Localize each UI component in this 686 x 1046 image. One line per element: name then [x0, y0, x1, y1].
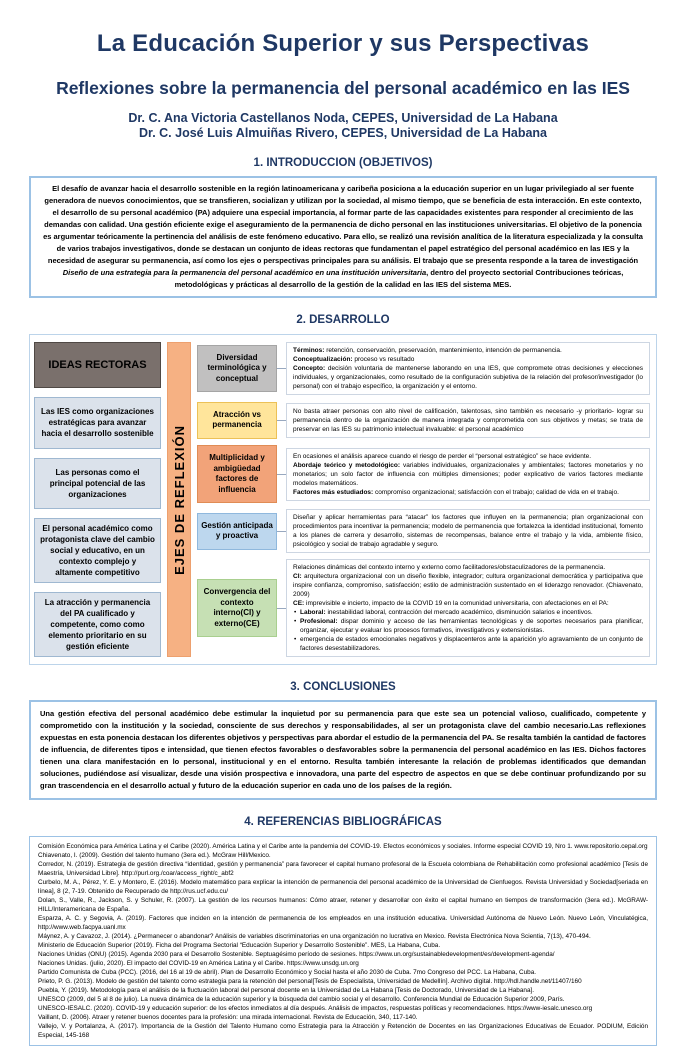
reference-item: UNESCO-IESALC. (2020). COVID-19 y educación superior: de los efectos inmediatos al día después. Análisis de impactos, respuestas políticas y recomendaciones. https://www-iesalc.unesco.org [38, 1005, 593, 1012]
reference-item: Partido Comunista de Cuba (PCC). (2016, del 16 al 19 de abril). Plan de Desarrollo Económico y Social hasta el año 2030 de Cuba. 7mo Congreso del PCC. La Habana, Cuba. [38, 969, 537, 976]
reflection-rows [197, 342, 650, 657]
idea-item: Las personas como el principal potencial de las organizaciones [34, 458, 161, 510]
references-box [29, 836, 657, 1046]
reference-item: Ministerio de Educación Superior (2019). Ficha del Programa Sectorial “Educación Superior y Desarrollo Sostenible”. MES, La Habana, Cuba. [38, 942, 441, 949]
topic-box-atraccion: Atracción vs permanencia [197, 402, 277, 439]
desarrollo-diagram [29, 334, 657, 665]
reference-item: Curbelo, M. A., Pérez, Y. E. y Montero, E. (2016). Modelo matemático para explicar la intención de permanencia del personal académico de la Universidad de Cienfuegos. Revista Universidad y Sociedad[seriada en línea], 8 (2, 7-19. Obtenido de Recuperado de http://rus.ucf.edu.cu/ [38, 879, 648, 895]
reference-item: Vallejo, V. y Portalanza, A. (2017). Importancia de la Gestión del Talento Humano como Estrategia para la Atracción y Retención de Docentes en las Organizaciones Educativas de Ecuador. PODIUM, Edición Especial, 145-168 [38, 1023, 648, 1039]
topic-box-convergencia: Convergencia del contexto interno(CI) y externo(CE) [197, 579, 277, 637]
reference-item: Prieto, P. G. (2013). Modelo de gestión del talento como estrategia para la retención del personal[Tesis de Especialista, Universidad de Medellín]. Archivo digital. http://hdl.handle.net/11407/160 [38, 978, 582, 985]
reference-item: Vaillant, D. (2006). Atraer y retener buenos docentes para la profesión: una mirada internacional. Revista de Educación, 340, 117-140. [38, 1014, 418, 1021]
topic-description: Relaciones dinámicas del contexto interno y externo como facilitadores/obstaculizadores de la permanencia. CI: arquitectura organizacional con un diseño flexible, integrador; cultura organizacional democrática y participativa que inspire confianza, compromiso, satisfacción; estilo de administración sustentado en el liderazgo renovador. (Chiavenato, 2009) CE: imprevisible e incierto, impacto de la COVID 19 en la comunidad universitaria, con afectaciones en el PA: • Laboral: inestabilidad laboral, contracción del mercado académico, disminución salarios e incentivos. • Profesional: dispar dominio y acceso de las herramientas tecnológicas y de soportes necesarios para planificar, organizar, ejecutar y evaluar los procesos formativos, investigativos y extensionistas. • emergencia de estados emocionales negativos y displacenteros ante la aparición y/o agravamiento de un conjunto de factores desestabilizadores. [286, 559, 650, 657]
ideas-rectoras-column [34, 342, 161, 657]
reflection-row-terminologia [197, 342, 650, 395]
connector-line [277, 420, 286, 421]
section-heading-referencias: 4. REFERENCIAS BIBLIOGRÁFICAS [244, 816, 442, 828]
authors-block [29, 111, 657, 141]
reference-item: Corredor, N. (2019). Estrategia de gestión directiva “identidad, gestión y permanencia” para favorecer el capital humano profesoral de la Escuela colombiana de Rehabilitación como profesional académico [Tesis de Maestría, Universidad Libre]. http://purl.org./coar/access_right/c_abf2 [38, 861, 648, 877]
reference-item: Esparza, A. C. y Segovia, A. (2019). Factores que inciden en la intención de permanencia de los empleados en una institución educativa. Universidad Autónoma de Nuevo León. Nuevo León, Vinculatégica, http://www.web.facpya.uanl.mx [38, 915, 648, 931]
intro-text-box [29, 176, 657, 298]
topic-box-multiplicidad: Multiplicidad y ambigüedad factores de influencia [197, 445, 277, 503]
reference-item: Naciones Unidas. (julio, 2020). El impacto del COVID-19 en América Latina y el Caribe. https://www.unsdg.un.org [38, 960, 359, 967]
topic-description: En ocasiones el análisis aparece cuando el riesgo de perder el “personal estratégico” se hace evidente. Abordaje teórico y metodológico: variables individuales, organizacionales y ambientales; factores monetarios y no monetarios; un solo factor de influencia con múltiples dimensiones; poder explicativo de varios factores mediante modelos matemáticos. Factores más estudiados: compromiso organizacional; satisfacción con el trabajo; calidad de vida en el trabajo. [286, 448, 650, 501]
intro-text-italic: Diseño de una estrategia para la permanencia del personal académico en una institución universitaria [62, 268, 427, 277]
reference-item: UNESCO (2009, del 5 al 8 de julio). La nueva dinámica de la educación superior y la búsqueda del cambio social y el desarrollo. Conferencia Mundial de Educación Superior 2009, París. [38, 996, 565, 1003]
section-heading-desarrollo: 2. DESARROLLO [296, 314, 390, 326]
reflection-row-factores [197, 445, 650, 503]
reference-item: Comisión Económica para América Latina y el Caribe (2020). América Latina y el Caribe ante la pandemia del COVID-19. Efectos económicos y sociales. Informe especial COVID 19, Nro 1. www.repositorio.cepal.org [38, 843, 648, 850]
reflection-row-gestion [197, 509, 650, 553]
ideas-rectoras-header: IDEAS RECTORAS [34, 342, 161, 388]
reference-item: Chiavenato, I. (2009). Gestión del talento humano (3era ed.). McGraw Hill/Mexico. [38, 852, 271, 859]
topic-description: Términos: retención, conservación, preservación, mantenimiento, intención de permanencia. Conceptualización: proceso vs resultado Concepto: decisión voluntaria de mantenerse laborando en una IES, que compromete otras decisiones y elecciones individuales, y organizacionales, como resultado de la configuración subjetiva de la relación del profesor/investigador (lo personal) con el trabajo específico, la organización y el entorno. [286, 342, 650, 395]
conclusiones-text-box: Una gestión efectiva del personal académico debe estimular la inquietud por su permanencia para que este sea un potencial valioso, cualificado, competente y comprometido con la institución y la sociedad, consciente de sus derechos y responsabilidades, al ser un protagonista clave del cambio necesario.Las reflexiones expuestas en esta ponencia destacan los diferentes objetivos y perspectivas para abordar el estudio de la permanencia del PA. Se resalta también la cantidad de factores de influencia, de diferentes tipos e intensidad, que tienen efectos favorables o desfavorables sobre la permanencia del personal académico en las IES. Dichos factores tienen una clara manifestación en lo personal, institucional y en el entorno. Resulta también interesante la relación de problemas identificados que demandan soluciones, pudiéndose así visualizar, desde una visión prospectiva e innovadora, una parte del espectro de aspectos en que se debe continuar profundizando por su gran trascendencia en el desarrollo actual y futuro de la educación superior en cada uno de los países de la región. [29, 700, 657, 800]
poster-subtitle: Reflexiones sobre la permanencia del personal académico en las IES [56, 78, 630, 98]
reference-item: Dolan, S., Valle, R., Jackson, S. y Schuler, R. (2007). La gestión de los recursos humanos: Cómo atraer, retener y desarrollar con éxito el capital humano en tiempos de transformación (3era ed.). McGRAW-HILL/Interamericana de España. [38, 897, 648, 913]
intro-text: El desafío de avanzar hacia el desarrollo sostenible en la región latinoamericana y caribeña posiciona a la educación superior en un lugar privilegiado al ser fuente generadora de nuevos conocimientos, que se transfieren, socializan y utilizan por la sociedad, al mismo tiempo, que se beneficia de esta interacción. En este contexto, el desarrollo de su personal académico (PA) adquiere una especial importancia, al formar parte de las capacidades existentes para responder al crecimiento de las demandas con calidad. Una gestión eficiente exige el aseguramiento de la permanencia de dicho personal en las instituciones universitarias. El objetivo de la ponencia es argumentar teóricamente la pertinencia del análisis de este fenómeno educativo. Para ello, se realizó una revisión analítica de la literatura especializada y la consulta de varios trabajos investigativos, donde se destacan un conjunto de ideas rectoras que fundamentan el papel estratégico del personal académico en las IES y la necesidad de asegurar su permanencia, así como los ejes o perspectivas principales para su análisis. El trabajo que se presenta responde a la tarea de investigación [43, 184, 643, 265]
idea-item: El personal académico como protagonista clave del cambio social y educativo, en un contexto complejo y altamente competitivo [34, 518, 161, 583]
reflection-row-atraccion [197, 401, 650, 439]
reference-item: Puebla, Y. (2019). Metodología para el análisis de la fluctuación laboral del personal docente en la Universidad de La Habana [Tesis de Doctorado, Universidad de La Habana]. [38, 987, 535, 994]
intro-text-end: , dentro del proyecto sectorial Contribuciones teóricas, metodológicas y prácticas al desarrollo de la gestión de la calidad en las IES del sistema MES. [174, 268, 624, 289]
topic-box-gestion: Gestión anticipada y proactiva [197, 513, 277, 550]
reference-item: Naciones Unidas (ONU) (2015). Agenda 2030 para el Desarrollo Sostenible. Septuagésimo período de sesiones. https://www.un.org/sustainabledevelopment/es/development-agenda/ [38, 951, 555, 958]
reference-item: Máynez, A. y Cavazoz, J. (2014). ¿Permanecer o abandonar? Análisis de variables discriminatorias en una organización no lucrativa en Mexico. Revista Electrónica Nova Scientia, 7(13), 470-494. [38, 933, 591, 940]
connector-line [277, 608, 286, 609]
author-line: Dr. C. Ana Victoria Castellanos Noda, CEPES, Universidad de La Habana [128, 111, 558, 125]
reflection-row-convergencia [197, 559, 650, 657]
section-heading-conclusiones: 3. CONCLUSIONES [290, 681, 396, 693]
topic-description: No basta atraer personas con alto nivel de calificación, talentosas, sino también es necesario -y prioritario- lograr su permanencia dentro de la organización de manera integrada y comprometida con sus objetivos y metas; se trata de preservar en las IES su patrimonio intelectual invaluable: el personal académico [286, 403, 650, 438]
connector-line [277, 474, 286, 475]
topic-box-diversidad: Diversidad terminológica y conceptual [197, 345, 277, 393]
topic-description: Diseñar y aplicar herramientas para “atacar” los factores que influyen en la permanencia; plan organizacional con procedimientos para incentivar la permanencia; modelo de permanencia que fortalezca la identidad institucional, fomento a los planes de carrera y desarrollo, sistemas de recompensas, balance entre el trabajo y la vida, ambiente físico, psicológico y social de trabajo agradable y seguro. [286, 509, 650, 553]
ejes-de-reflexion-label: EJES DE REFLEXIÓN [171, 424, 187, 575]
connector-line [277, 531, 286, 532]
section-heading-intro: 1. INTRODUCCION (OBJETIVOS) [253, 157, 433, 169]
author-line: Dr. C. José Luis Almuiñas Rivero, CEPES, Universidad de La Habana [139, 126, 547, 140]
poster-title: La Educación Superior y sus Perspectivas [96, 30, 590, 57]
ejes-de-reflexion-bar [167, 342, 191, 657]
idea-item: Las IES como organizaciones estratégicas para avanzar hacia el desarrollo sostenible [34, 397, 161, 449]
idea-item: La atracción y permanencia del PA cualificado y competente, como como elemento prioritario en su gestión eficiente [34, 592, 161, 657]
connector-line [277, 368, 286, 369]
